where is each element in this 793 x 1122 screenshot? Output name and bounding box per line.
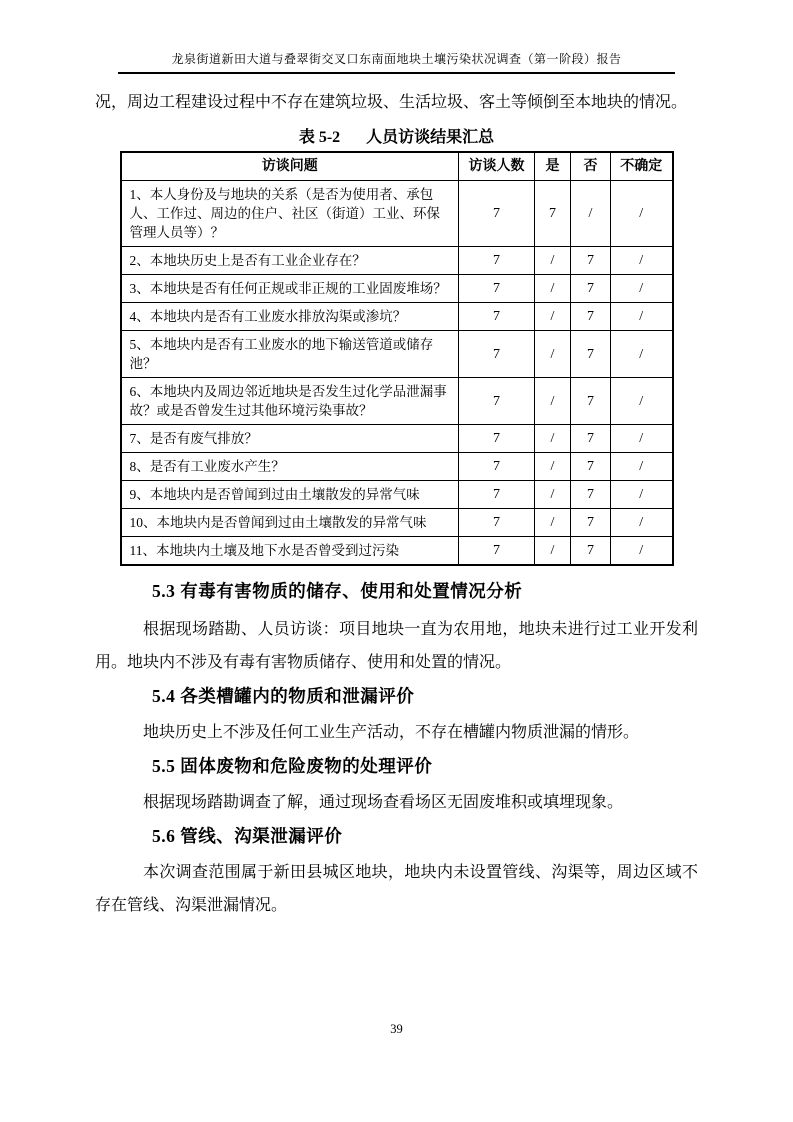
table-caption xyxy=(95,127,698,149)
yes-cell: / xyxy=(535,303,571,331)
count-cell: 7 xyxy=(459,331,535,378)
question-cell: 3、本地块是否有任何正规或非正规的工业固废堆场？ xyxy=(121,275,459,303)
unsure-cell: / xyxy=(611,275,673,303)
table-caption-label: 表 5-2 xyxy=(298,129,341,146)
table-row xyxy=(121,275,673,303)
page-content xyxy=(95,86,698,922)
intro-paragraph: 况，周边工程建设过程中不存在建筑垃圾、生活垃圾、客土等倾倒至本地块的情况。 xyxy=(95,94,688,111)
count-cell: 7 xyxy=(459,425,535,453)
table-row xyxy=(121,509,673,537)
yes-cell: / xyxy=(535,275,571,303)
no-cell: 7 xyxy=(571,331,611,378)
col-header-no: 否 xyxy=(571,152,611,181)
unsure-cell: / xyxy=(611,331,673,378)
table-row xyxy=(121,247,673,275)
no-cell: 7 xyxy=(571,425,611,453)
question-cell: 9、本地块内是否曾闻到过由土壤散发的异常气味 xyxy=(121,481,459,509)
col-header-count: 访谈人数 xyxy=(459,152,535,181)
section-heading-5-3: 5.3 有毒有害物质的储存、使用和处置情况分析 xyxy=(152,581,523,601)
no-cell: 7 xyxy=(571,537,611,566)
yes-cell: / xyxy=(535,425,571,453)
question-cell: 4、本地块内是否有工业废水排放沟渠或渗坑？ xyxy=(121,303,459,331)
section-paragraph: 根据现场踏勘调查了解，通过现场查看场区无固废堆积或填埋现象。 xyxy=(143,794,624,811)
question-cell: 10、本地块内是否曾闻到过由土壤散发的异常气味 xyxy=(121,509,459,537)
section-heading-5-5: 5.5 固体废物和危险废物的处理评价 xyxy=(152,756,433,776)
col-header-question: 访谈问题 xyxy=(121,152,459,181)
question-cell: 2、本地块历史上是否有工业企业存在？ xyxy=(121,247,459,275)
count-cell: 7 xyxy=(459,181,535,247)
question-cell: 1、本人身份及与地块的关系（是否为使用者、承包人、工作过、周边的住户、社区（街道）工业、环保管理人员等）？ xyxy=(121,181,459,247)
yes-cell: 7 xyxy=(535,181,571,247)
table-row xyxy=(121,331,673,378)
table-row xyxy=(121,425,673,453)
no-cell: 7 xyxy=(571,509,611,537)
yes-cell: / xyxy=(535,247,571,275)
page-number: 39 xyxy=(390,1022,403,1036)
running-header-title: 龙泉街道新田大道与叠翠街交叉口东南面地块土壤污染状况调查（第一阶段）报告 xyxy=(171,52,622,66)
unsure-cell: / xyxy=(611,453,673,481)
no-cell: 7 xyxy=(571,378,611,425)
count-cell: 7 xyxy=(459,275,535,303)
unsure-cell: / xyxy=(611,303,673,331)
count-cell: 7 xyxy=(459,537,535,566)
unsure-cell: / xyxy=(611,378,673,425)
no-cell: 7 xyxy=(571,247,611,275)
section-paragraph: 根据现场踏勘、人员访谈：项目地块一直为农用地，地块未进行过工业开发利用。地块内不涉及有毒有害物质储存、使用和处置的情况。 xyxy=(95,621,698,671)
col-header-unsure: 不确定 xyxy=(611,152,673,181)
yes-cell: / xyxy=(535,509,571,537)
running-header xyxy=(118,50,675,74)
unsure-cell: / xyxy=(611,509,673,537)
table-row xyxy=(121,303,673,331)
section-heading-5-6: 5.6 管线、沟渠泄漏评价 xyxy=(152,826,343,846)
unsure-cell: / xyxy=(611,181,673,247)
yes-cell: / xyxy=(535,378,571,425)
question-cell: 8、是否有工业废水产生？ xyxy=(121,453,459,481)
yes-cell: / xyxy=(535,537,571,566)
table-row xyxy=(121,453,673,481)
unsure-cell: / xyxy=(611,481,673,509)
table-row xyxy=(121,378,673,425)
question-cell: 7、是否有废气排放？ xyxy=(121,425,459,453)
count-cell: 7 xyxy=(459,378,535,425)
count-cell: 7 xyxy=(459,303,535,331)
question-cell: 11、本地块内土壤及地下水是否曾受到过污染 xyxy=(121,537,459,566)
yes-cell: / xyxy=(535,453,571,481)
yes-cell: / xyxy=(535,481,571,509)
question-cell: 6、本地块内及周边邻近地块是否发生过化学品泄漏事故？或是否曾发生过其他环境污染事故？ xyxy=(121,378,459,425)
interview-results-table xyxy=(120,151,674,566)
yes-cell: / xyxy=(535,331,571,378)
table-row xyxy=(121,481,673,509)
unsure-cell: / xyxy=(611,537,673,566)
unsure-cell: / xyxy=(611,247,673,275)
section-heading-5-4: 5.4 各类槽罐内的物质和泄漏评价 xyxy=(152,686,415,706)
count-cell: 7 xyxy=(459,247,535,275)
no-cell: 7 xyxy=(571,275,611,303)
section-paragraph: 本次调查范围属于新田县城区地块，地块内未设置管线、沟渠等，周边区域不存在管线、沟渠泄漏情况。 xyxy=(95,864,698,914)
table-caption-title: 人员访谈结果汇总 xyxy=(366,129,495,146)
table-header-row xyxy=(121,152,673,181)
unsure-cell: / xyxy=(611,425,673,453)
no-cell: / xyxy=(571,181,611,247)
count-cell: 7 xyxy=(459,509,535,537)
section-paragraph: 地块历史上不涉及任何工业生产活动，不存在槽罐内物质泄漏的情形。 xyxy=(143,724,640,741)
count-cell: 7 xyxy=(459,481,535,509)
no-cell: 7 xyxy=(571,481,611,509)
no-cell: 7 xyxy=(571,303,611,331)
col-header-yes: 是 xyxy=(535,152,571,181)
table-row xyxy=(121,537,673,566)
no-cell: 7 xyxy=(571,453,611,481)
table-row xyxy=(121,181,673,247)
question-cell: 5、本地块内是否有工业废水的地下输送管道或储存池？ xyxy=(121,331,459,378)
count-cell: 7 xyxy=(459,453,535,481)
